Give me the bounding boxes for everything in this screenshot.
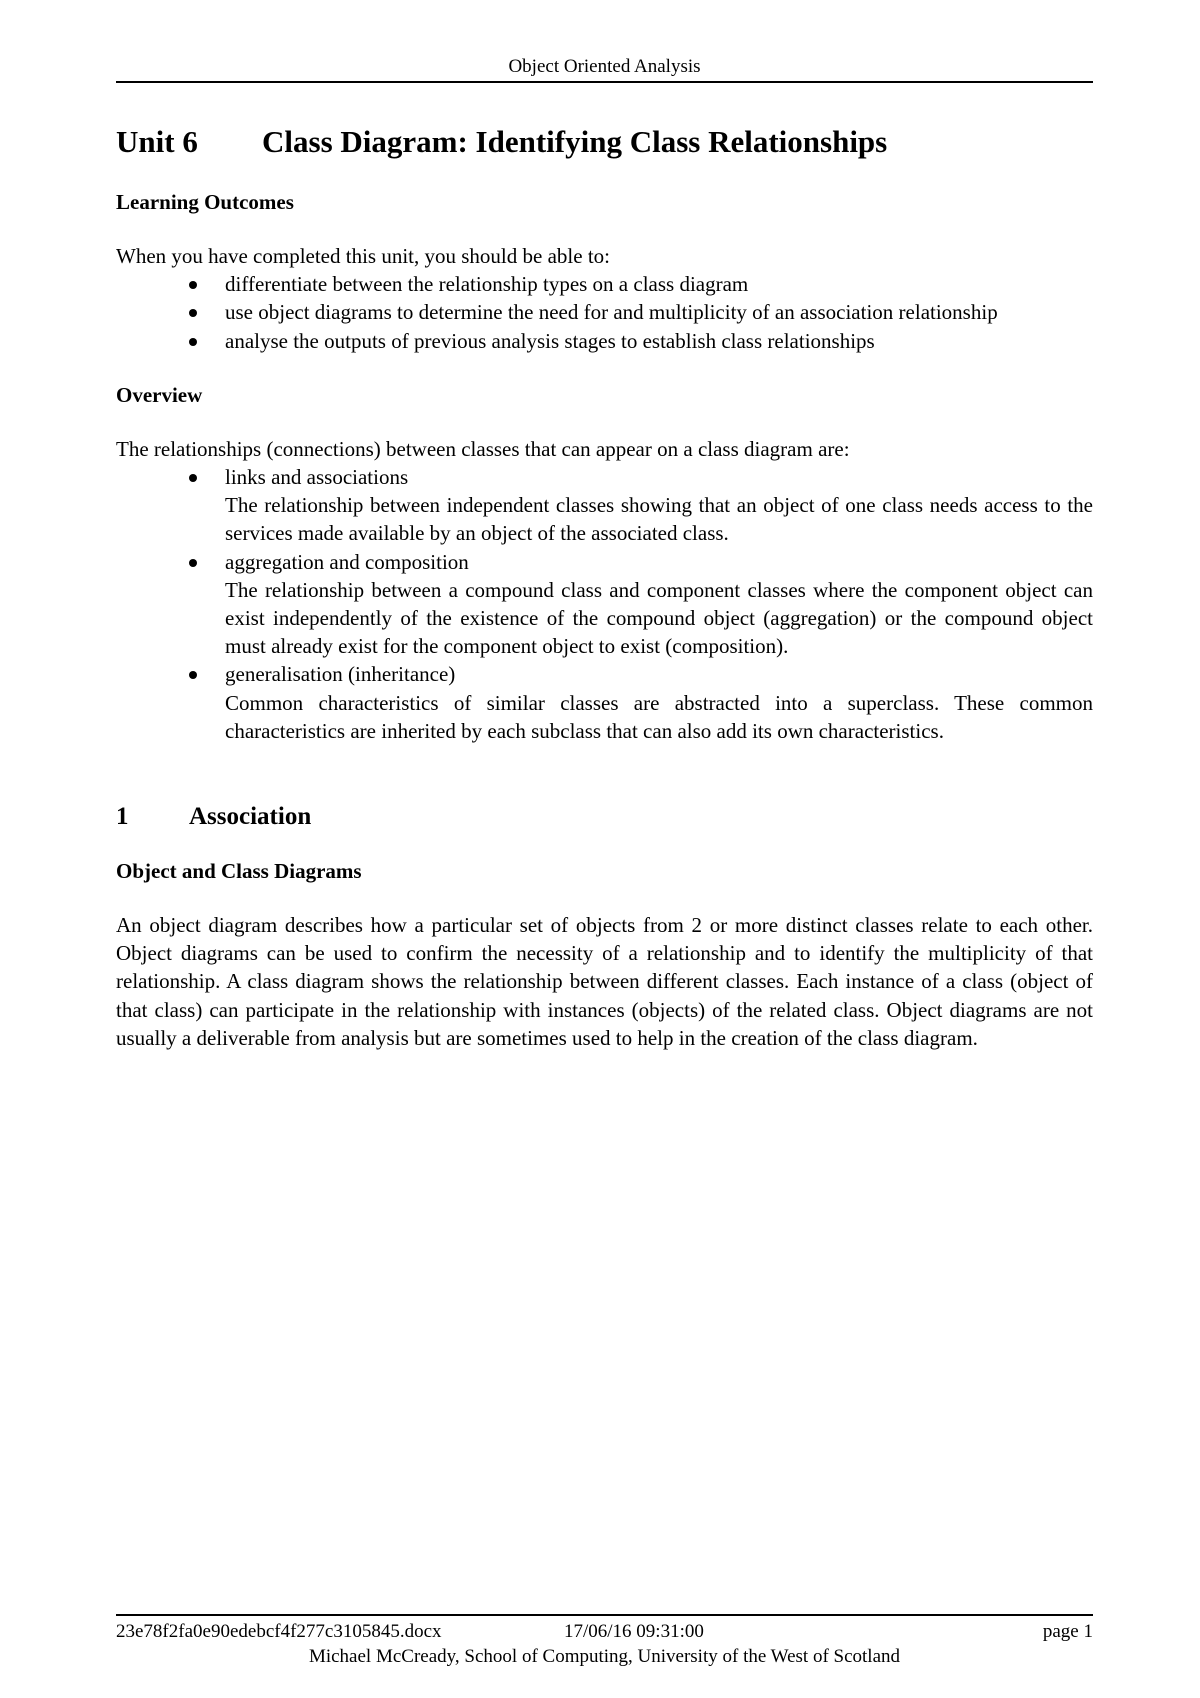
relationship-type-description: Common characteristics of similar classes are abstracted into a superclass. These common characteristics are inherited by each subclass that can also add its own characteristics. <box>225 690 1093 743</box>
bullet-icon <box>189 281 197 289</box>
learning-outcomes-list <box>116 270 1093 355</box>
list-item <box>116 660 1093 745</box>
list-item <box>116 463 1093 548</box>
header-rule <box>116 81 1093 83</box>
list-item: use object diagrams to determine the need for and multiplicity of an association relationship <box>116 298 1093 326</box>
relationship-type-title: generalisation (inheritance) <box>225 662 456 687</box>
unit-number: Unit 6 <box>116 124 198 159</box>
unit-title <box>116 118 1093 166</box>
footer-datetime: 17/06/16 09:31:00 <box>564 1621 704 1642</box>
running-header: Object Oriented Analysis <box>508 56 701 77</box>
learning-outcomes-intro: When you have completed this unit, you should be able to: <box>116 244 610 268</box>
object-class-diagrams-heading: Object and Class Diagrams <box>116 859 362 884</box>
footer-filename: 23e78f2fa0e90edebcf4f277c3105845.docx <box>116 1621 442 1642</box>
relationship-type-title: links and associations <box>225 465 409 490</box>
section-title <box>116 799 1093 835</box>
footer-rule <box>116 1614 1093 1616</box>
bullet-icon <box>189 559 197 567</box>
association-paragraph: An object diagram describes how a particular set of objects from 2 or more distinct classes relate to each other. Object diagrams can be used to confirm the necessity of a relationship and to identify the multiplicity of that relationship. A class diagram shows the relationship between different classes. Each instance of a class (object of that class) can participate in the relationship with instances (objects) of the related class. Object diagrams are not usually a deliverable from analysis but are sometimes used to help in the creation of the class diagram. <box>116 913 1093 1050</box>
unit-title-text: Class Diagram: Identifying Class Relationships <box>262 124 888 159</box>
list-item: differentiate between the relationship types on a class diagram <box>116 270 1093 298</box>
page-number: page 1 <box>1042 1621 1093 1642</box>
section-number: 1 <box>116 803 129 831</box>
bullet-icon <box>189 309 197 317</box>
section-title-text: Association <box>189 803 312 831</box>
bullet-icon <box>189 474 197 482</box>
relationship-type-title: aggregation and composition <box>225 549 469 574</box>
footer-credit: Michael McCready, School of Computing, University of the West of Scotland <box>308 1646 901 1667</box>
page-content <box>116 118 1093 1052</box>
relationship-type-description: The relationship between independent classes showing that an object of one class needs access to the services made available by an object of the associated class. <box>225 493 1093 546</box>
overview-list <box>116 463 1093 745</box>
list-item <box>116 548 1093 661</box>
overview-heading: Overview <box>116 382 203 407</box>
overview-intro: The relationships (connections) between classes that can appear on a class diagram are: <box>116 436 850 461</box>
bullet-icon <box>189 338 197 346</box>
list-item: analyse the outputs of previous analysis stages to establish class relationships <box>116 327 1093 355</box>
learning-outcomes-heading: Learning Outcomes <box>116 190 294 214</box>
bullet-icon <box>189 671 197 679</box>
relationship-type-description: The relationship between a compound class and component classes where the component object can exist independently of the existence of the compound object (aggregation) or the compound object must already exist for the component object to exist (composition). <box>225 577 1093 659</box>
